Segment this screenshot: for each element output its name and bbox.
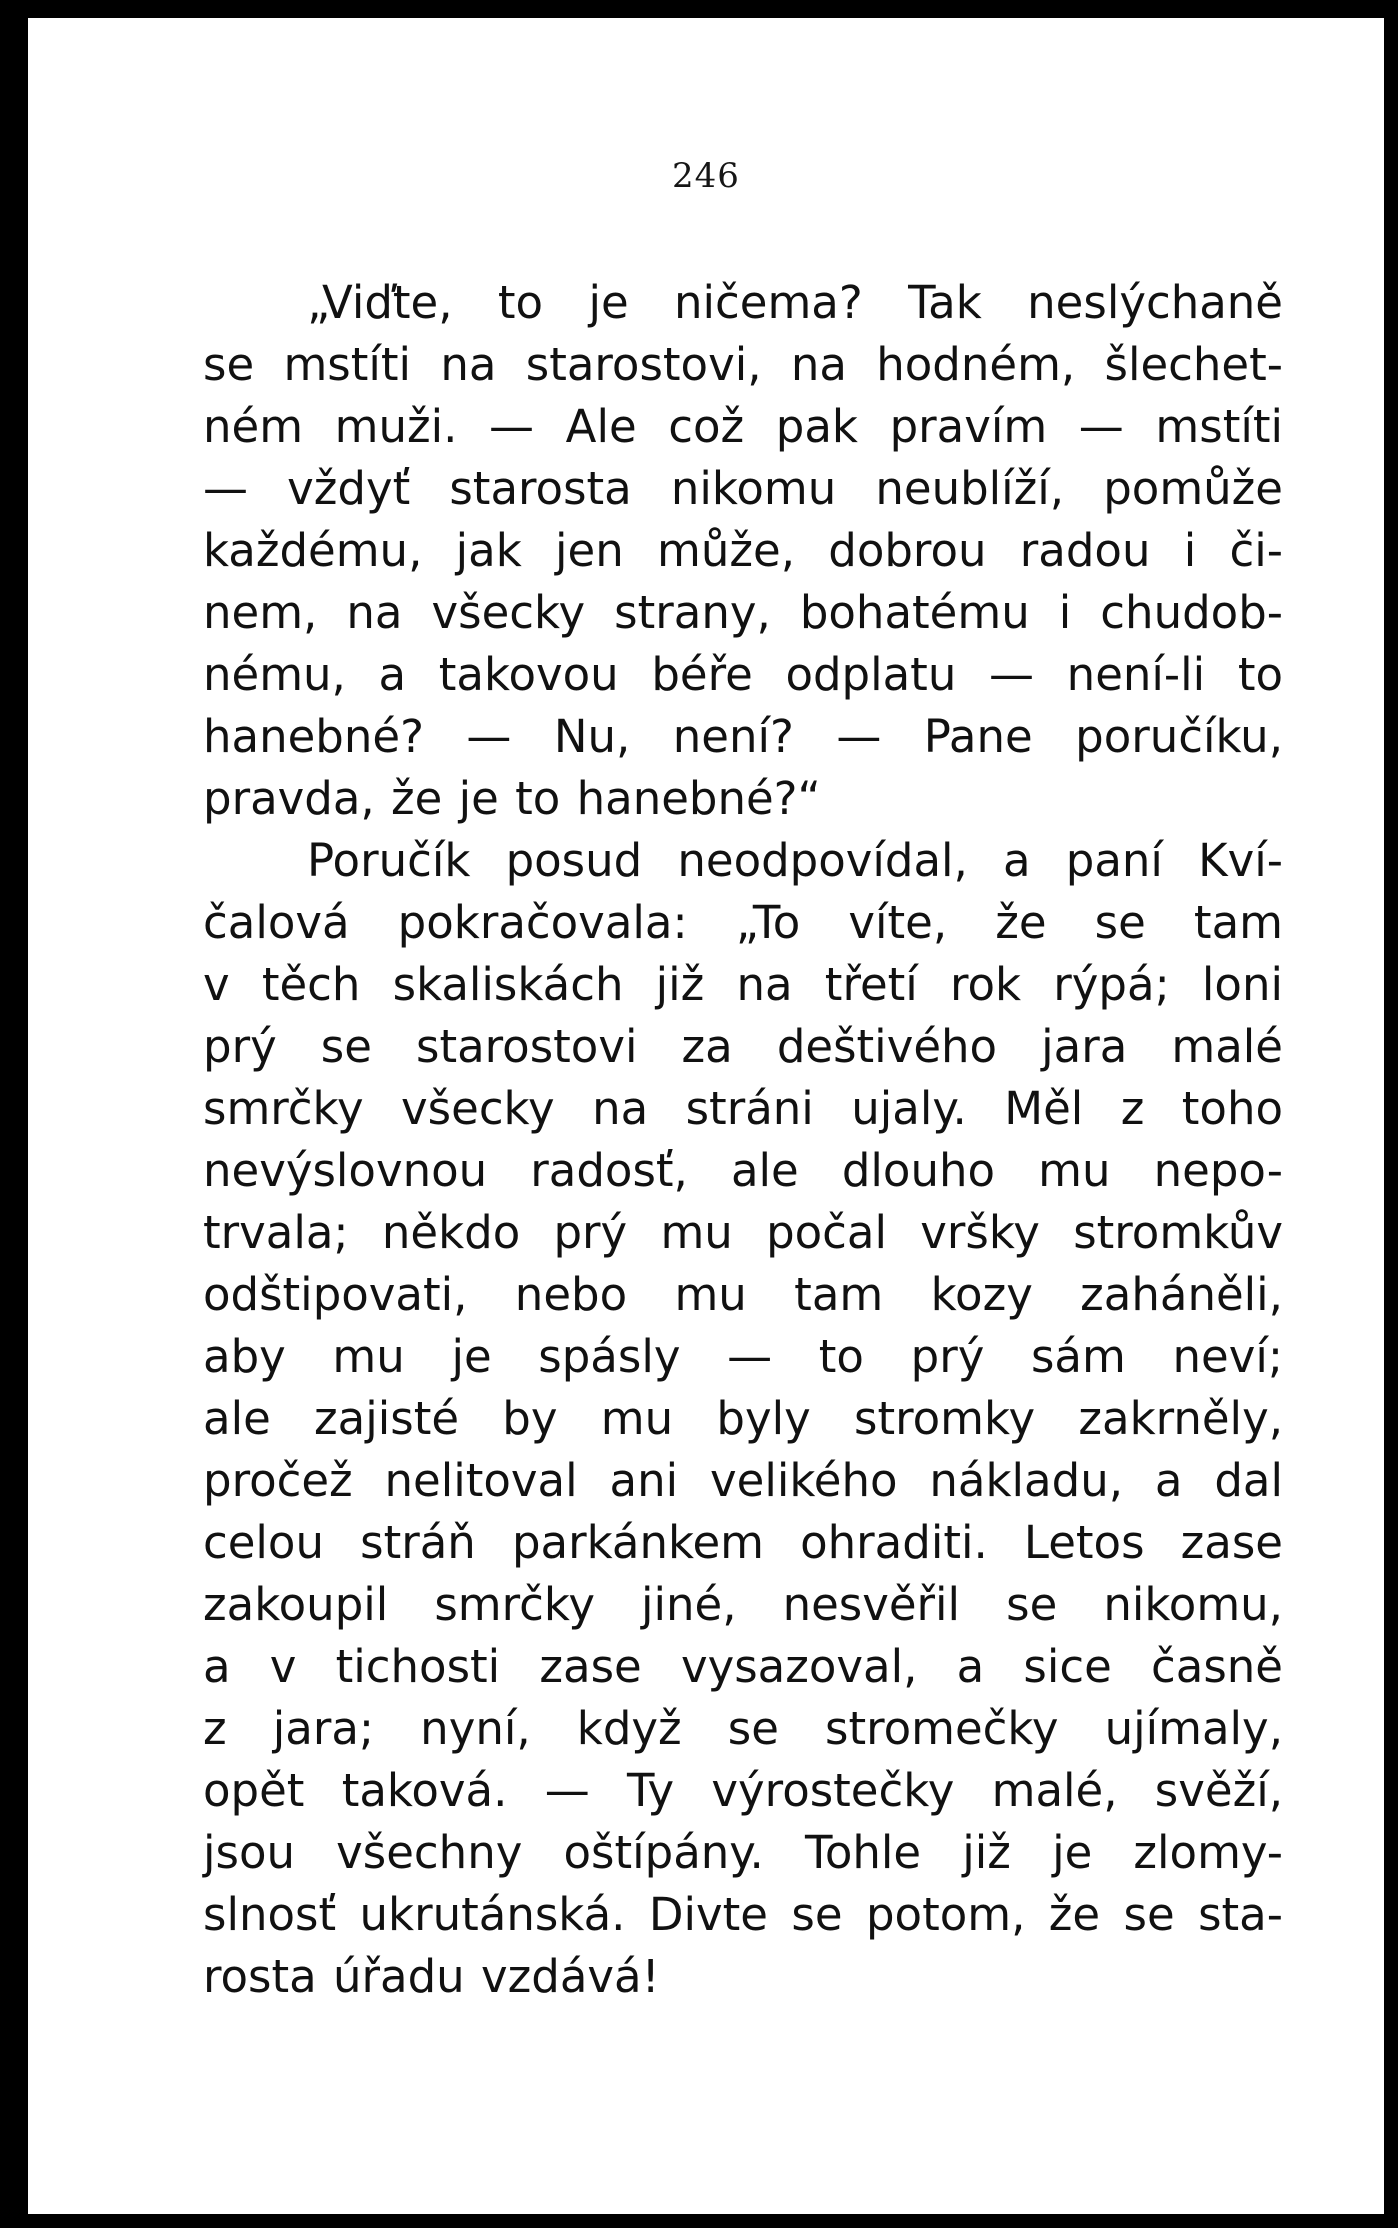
text-line: rosta úřadu vzdává!: [203, 1950, 660, 2003]
text-line: čalová pokračovala: „To víte, že se tam: [203, 896, 1283, 949]
text-line: celou stráň parkánkem ohraditi. Letos zase: [203, 1516, 1283, 1569]
text-line: nému, a takovou béře odplatu — není-li to: [203, 648, 1283, 701]
text-line: nevýslovnou radosť, ale dlouho mu nepo-: [203, 1144, 1283, 1197]
text-line: hanebné? — Nu, není? — Pane poručíku,: [203, 710, 1283, 763]
text-line: každému, jak jen může, dobrou radou i či-: [203, 524, 1283, 577]
text-line: odštipovati, nebo mu tam kozy zaháněli,: [203, 1268, 1283, 1321]
text-line: pravda, že je to hanebné?“: [203, 772, 821, 825]
book-page: [28, 18, 1384, 2214]
text-line: smrčky všecky na stráni ujaly. Měl z toho: [203, 1082, 1283, 1135]
text-line: opět taková. — Ty výrostečky malé, svěží,: [203, 1764, 1283, 1817]
text-line: prý se starostovi za deštivého jara malé: [203, 1020, 1283, 1073]
text-line: trvala; někdo prý mu počal vršky stromkův: [203, 1206, 1283, 1259]
text-line: zakoupil smrčky jiné, nesvěřil se nikomu,: [203, 1578, 1283, 1631]
text-line: „Viďte, to je ničema? Tak neslýchaně: [307, 276, 1283, 329]
text-line: Poručík posud neodpovídal, a paní Kví-: [307, 834, 1283, 887]
page-number: 246: [672, 156, 740, 196]
text-line: v těch skaliskách již na třetí rok rýpá; loni: [203, 958, 1283, 1011]
text-line: se mstíti na starostovi, na hodném, šlechet-: [203, 338, 1283, 391]
text-line: z jara; nyní, když se stromečky ujímaly,: [203, 1702, 1283, 1755]
text-line: — vždyť starosta nikomu neublíží, pomůže: [203, 462, 1283, 515]
text-line: pročež nelitoval ani velikého nákladu, a dal: [203, 1454, 1283, 1507]
text-line: a v tichosti zase vysazoval, a sice časně: [203, 1640, 1283, 1693]
text-line: slnosť ukrutánská. Divte se potom, že se sta-: [203, 1888, 1283, 1941]
text-line: jsou všechny oštípány. Tohle již je zlomy-: [203, 1826, 1283, 1879]
body-text: [203, 272, 1283, 2008]
text-line: nem, na všecky strany, bohatému i chudob-: [203, 586, 1283, 639]
page-edge-shadow: [1384, 0, 1398, 2228]
text-line: ale zajisté by mu byly stromky zakrněly,: [203, 1392, 1283, 1445]
text-line: ném muži. — Ale což pak pravím — mstíti: [203, 400, 1283, 453]
text-line: aby mu je spásly — to prý sám neví;: [203, 1330, 1283, 1383]
